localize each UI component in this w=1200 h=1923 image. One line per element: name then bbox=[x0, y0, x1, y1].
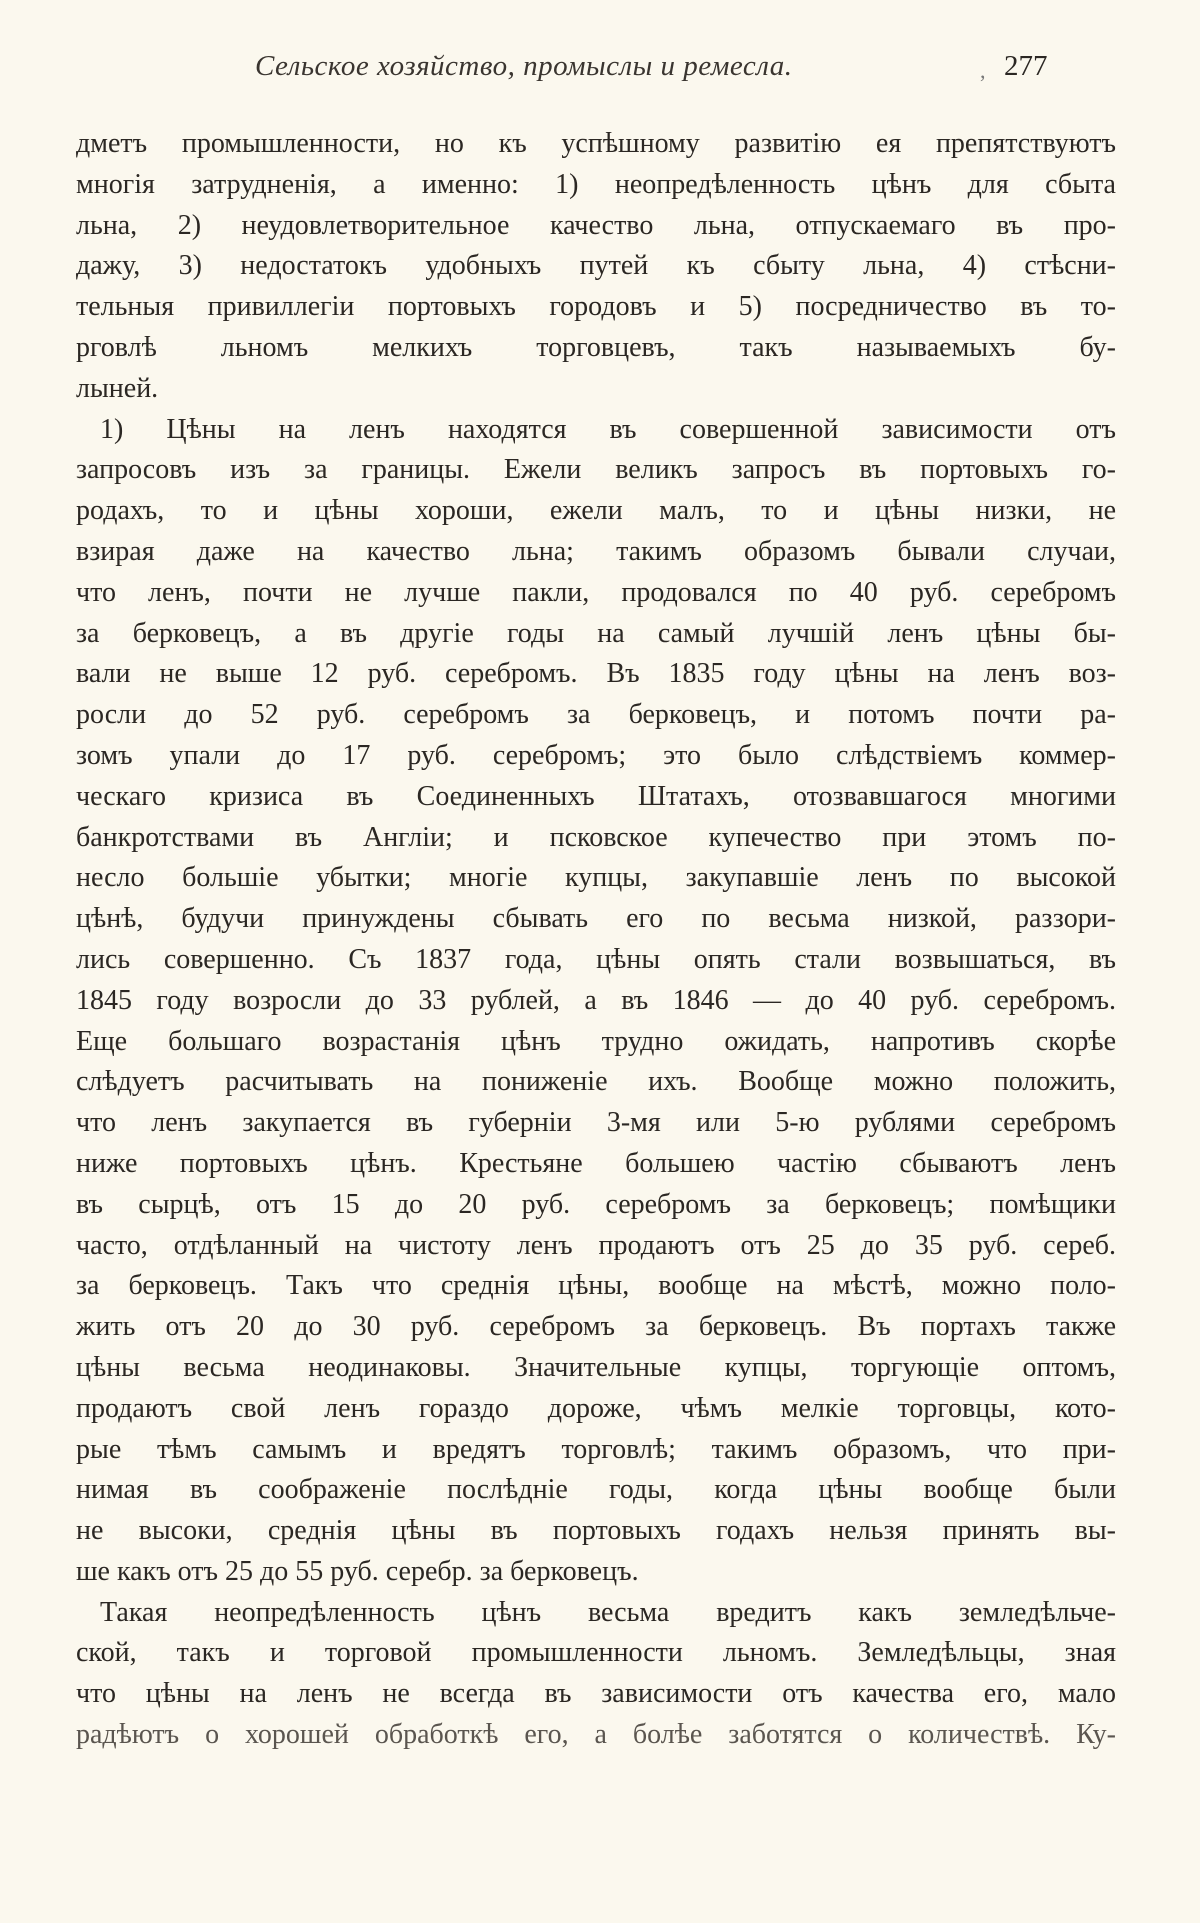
text-line: несло большіе убытки; многіе купцы, закупавшіе ленъ по высокой bbox=[76, 862, 1116, 894]
text-line: цѣнѣ, будучи принуждены сбывать его по весьма низкой, раззори- bbox=[76, 903, 1116, 935]
text-line: ниже портовыхъ цѣнъ. Крестьяне большею частію сбываютъ ленъ bbox=[76, 1147, 1116, 1179]
text-line: что цѣны на ленъ не всегда въ зависимости отъ качества его, мало bbox=[76, 1678, 1116, 1710]
text-line: взирая даже на качество льна; такимъ образомъ бывали случаи, bbox=[76, 535, 1116, 567]
text-line: лыней. bbox=[76, 372, 159, 404]
text-line: за берковецъ, а въ другіе годы на самый лучшій ленъ цѣны бы- bbox=[76, 617, 1116, 649]
text-line: 1) Цѣны на ленъ находятся въ совершенной зависимости отъ bbox=[100, 413, 1116, 445]
text-line: лись совершенно. Съ 1837 года, цѣны опять стали возвышаться, въ bbox=[76, 943, 1116, 975]
text-line: льна, 2) неудовлетворительное качество льна, отпускаемаго въ про- bbox=[76, 209, 1116, 241]
text-line: родахъ, то и цѣны хороши, ежели малъ, то и цѣны низки, не bbox=[76, 495, 1116, 527]
text-line: запросовъ изъ за границы. Ежели великъ запросъ въ портовыхъ го- bbox=[76, 454, 1116, 486]
text-line: рые тѣмъ самымъ и вредятъ торговлѣ; такимъ образомъ, что при- bbox=[76, 1433, 1116, 1465]
text-line: ческаго кризиса въ Соединенныхъ Штатахъ, отозвавшагося многими bbox=[76, 780, 1116, 812]
text-line: тельныя привиллегіи портовыхъ городовъ и 5) посредничество въ то- bbox=[76, 291, 1116, 323]
text-line: слѣдуетъ расчитывать на пониженіе ихъ. Вообще можно положить, bbox=[76, 1066, 1116, 1098]
text-line: радѣютъ о хорошей обработкѣ его, а болѣе заботятся о количествѣ. Ку- bbox=[76, 1719, 1116, 1751]
text-line: за берковецъ. Такъ что среднія цѣны, вообще на мѣстѣ, можно поло- bbox=[76, 1270, 1116, 1302]
text-line: дметъ промышленности, но къ успѣшному развитію ея препятствуютъ bbox=[76, 128, 1116, 159]
text-line: не высоки, среднія цѣны въ портовыхъ годахъ нельзя принять вы- bbox=[76, 1515, 1116, 1547]
text-line: Такая неопредѣленность цѣнъ весьма вредитъ какъ земледѣльче- bbox=[100, 1596, 1116, 1628]
paragraph bbox=[76, 124, 1116, 410]
text-line: банкротствами въ Англіи; и псковское купечество при этомъ по- bbox=[76, 821, 1116, 853]
body-text bbox=[76, 124, 1116, 1756]
page-mark: , bbox=[980, 58, 986, 83]
text-line: зомъ упали до 17 руб. серебромъ; это было слѣдствіемъ коммер- bbox=[76, 739, 1116, 771]
text-line: ской, такъ и торговой промышленности льномъ. Земледѣльцы, зная bbox=[76, 1637, 1116, 1669]
running-title: Сельское хозяйство, промыслы и ремесла. bbox=[255, 50, 793, 82]
text-line: въ сырцѣ, отъ 15 до 20 руб. серебромъ за берковецъ; помѣщики bbox=[76, 1188, 1116, 1220]
text-line: нимая въ соображеніе послѣдніе годы, когда цѣны вообще были bbox=[76, 1474, 1116, 1506]
text-line: Еще большаго возрастанія цѣнъ трудно ожидать, напротивъ скорѣе bbox=[76, 1025, 1116, 1057]
text-line: рговлѣ льномъ мелкихъ торговцевъ, такъ называемыхъ бу- bbox=[76, 331, 1116, 363]
text-line: что ленъ закупается въ губерніи 3-мя или 5-ю рублями серебромъ bbox=[76, 1107, 1116, 1139]
text-line: часто, отдѣланный на чистоту ленъ продаютъ отъ 25 до 35 руб. сереб. bbox=[76, 1229, 1116, 1261]
text-line: жить отъ 20 до 30 руб. серебромъ за берковецъ. Въ портахъ также bbox=[76, 1311, 1116, 1343]
text-line: цѣны весьма неодинаковы. Значительные купцы, торгующіе оптомъ, bbox=[76, 1351, 1116, 1383]
text-line: что ленъ, почти не лучше пакли, продовался по 40 руб. серебромъ bbox=[76, 576, 1116, 608]
running-header bbox=[0, 50, 1200, 90]
text-line: ше какъ отъ 25 до 55 руб. серебр. за берковецъ. bbox=[76, 1555, 639, 1587]
text-line: 1845 году возросли до 33 рублей, а въ 1846 — до 40 руб. серебромъ. bbox=[76, 984, 1116, 1016]
text-line: росли до 52 руб. серебромъ за берковецъ, и потомъ почти ра- bbox=[76, 699, 1116, 731]
text-line: вали не выше 12 руб. серебромъ. Въ 1835 году цѣны на ленъ воз- bbox=[76, 658, 1116, 690]
text-line: многія затрудненія, а именно: 1) неопредѣленность цѣнъ для сбыта bbox=[76, 168, 1116, 200]
text-line: продаютъ свой ленъ гораздо дороже, чѣмъ мелкіе торговцы, кото- bbox=[76, 1392, 1116, 1424]
paragraph bbox=[76, 410, 1116, 1593]
text-line: дажу, 3) недостатокъ удобныхъ путей къ сбыту льна, 4) стѣсни- bbox=[76, 250, 1116, 282]
page-number: 277 bbox=[1004, 50, 1048, 82]
paragraph bbox=[76, 1593, 1116, 1756]
